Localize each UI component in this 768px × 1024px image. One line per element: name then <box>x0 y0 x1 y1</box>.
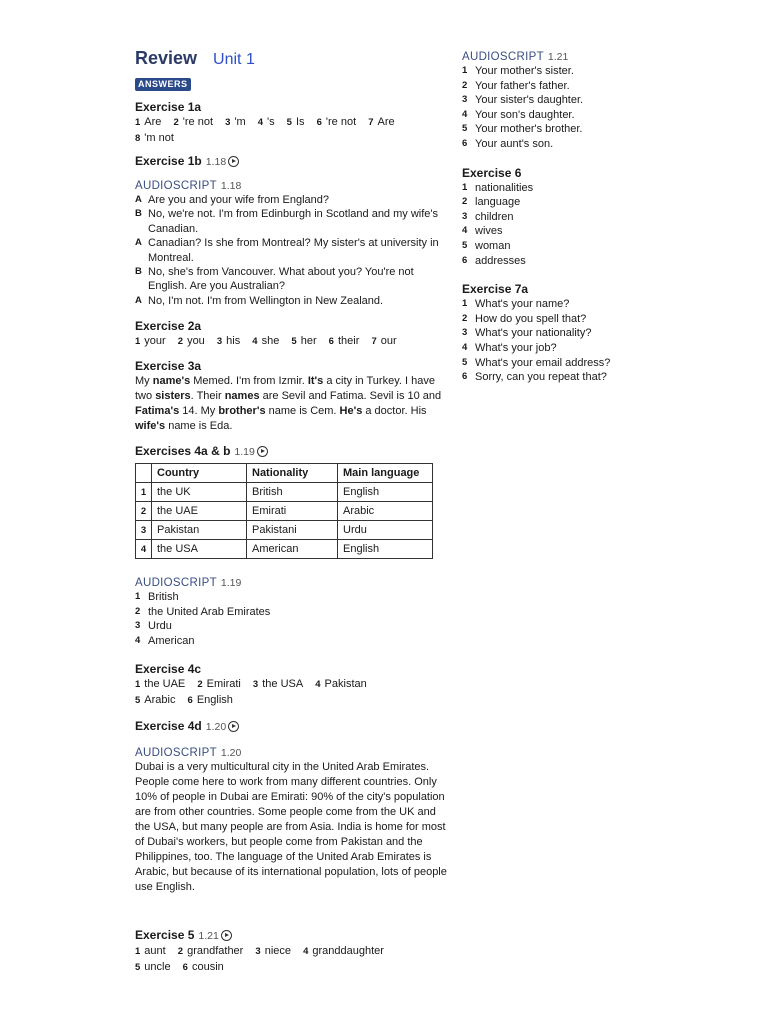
exercise-5 <box>135 928 453 975</box>
exercise-2a <box>135 319 453 350</box>
answer-highlight: Fatima's <box>135 405 180 417</box>
numbered-list <box>462 181 762 269</box>
track-number: 1.19 <box>234 446 255 458</box>
list-item: 2 the United Arab Emirates <box>135 605 271 618</box>
paragraph-text: a city in Turkey. I have two <box>135 375 435 402</box>
list-item: 4 What's your job? <box>462 341 557 354</box>
exercise-1a <box>135 100 453 146</box>
paragraph-text: are Sevil and Fatima. Sevil is 10 and <box>259 390 442 402</box>
exercise-3a <box>135 359 453 434</box>
list-item: 5 Your mother's brother. <box>462 123 583 136</box>
exercises-4a-b <box>135 444 453 559</box>
answer-highlight: sisters <box>155 390 191 402</box>
answer-line: 1 your 2 you 3 his 4 she 5 her 6 their 7 our <box>135 335 397 347</box>
audioscript-1-19 <box>135 576 453 648</box>
paragraph-text: Memed. I'm from Izmir. <box>190 375 308 387</box>
exercise-title: Exercise 5 <box>135 928 195 942</box>
list-item: 3 children <box>462 210 514 223</box>
list-item: 2 Your father's father. <box>462 79 570 92</box>
dialogue-line: A Canadian? Is she from Montreal? My sister's at university in Montreal. <box>135 237 439 264</box>
answer-highlight: name's <box>152 375 191 387</box>
list-item: 1 Your mother's sister. <box>462 65 574 77</box>
paragraph-text: My <box>135 375 153 387</box>
track-number: 1.18 <box>205 156 227 168</box>
answers-badge: ANSWERS <box>135 78 191 91</box>
exercise-title: Exercise 1a <box>135 100 202 114</box>
column-header: Main language <box>338 464 433 483</box>
exercise-title: Exercise 3a <box>135 359 202 373</box>
list-item: 1 What's your name? <box>462 298 570 311</box>
exercise-3a-paragraph <box>135 374 453 434</box>
list-item: 3 Your sister's daughter. <box>462 94 584 107</box>
right-column <box>462 50 762 385</box>
exercise-title: Exercise 2a <box>135 319 202 333</box>
list-item: 5 woman <box>462 239 511 252</box>
answer-highlight: It's <box>307 375 324 387</box>
list-item: 3 Urdu <box>135 620 172 633</box>
track-number: 1.21 <box>198 930 219 942</box>
paragraph-text: name is Eda. <box>165 420 233 432</box>
numbered-list <box>462 297 762 385</box>
review-heading: Review <box>135 48 198 68</box>
track-number: 1.20 <box>220 747 242 759</box>
audio-cd-icon[interactable] <box>228 721 239 732</box>
audioscript-title: AUDIOSCRIPT <box>135 577 217 589</box>
paragraph-text: . Their <box>190 390 225 402</box>
numbered-list <box>462 64 762 152</box>
exercise-title: Exercise 7a <box>462 282 529 297</box>
answer-highlight: He's <box>339 405 363 417</box>
exercise-title: Exercise 4c <box>135 662 202 676</box>
paragraph-text: 14. My <box>179 405 219 417</box>
unit-label: Unit 1 <box>213 51 255 68</box>
table-row: 4 the USA American English <box>136 540 433 559</box>
dialogue-line: B No, we're not. I'm from Edinburgh in Scotland and my wife's Canadian. <box>135 208 438 235</box>
exercise-title: Exercise 4d <box>135 719 202 733</box>
exercise-title: Exercise 1b <box>135 154 202 168</box>
audioscript-title: AUDIOSCRIPT <box>135 180 217 192</box>
list-item: 4 American <box>135 634 195 647</box>
paragraph-text: a doctor. His <box>362 405 427 417</box>
answer-line: 1 Are 2 're not 3 'm 4 's 5 Is 6 're not 7 Are 8 'm not <box>135 116 395 144</box>
audio-cd-icon[interactable] <box>221 930 232 941</box>
track-number: 1.21 <box>547 51 569 63</box>
list-item: 2 language <box>462 196 521 209</box>
dialogue <box>135 193 453 308</box>
answer-highlight: names <box>224 390 260 402</box>
track-number: 1.19 <box>220 577 242 589</box>
list-item: 1 British <box>135 591 179 603</box>
audioscript-title: AUDIOSCRIPT <box>135 747 217 759</box>
numbered-list <box>135 590 453 648</box>
page-header <box>135 48 453 92</box>
exercise-title: Exercise 6 <box>462 165 522 180</box>
list-item: 6 addresses <box>462 254 526 267</box>
column-header: Country <box>152 464 247 483</box>
table-row: 2 the UAE Emirati Arabic <box>136 502 433 521</box>
audioscript-1-18 <box>135 179 453 308</box>
exercise-4d <box>135 719 453 735</box>
column-header: Nationality <box>247 464 338 483</box>
answers-table <box>135 463 433 559</box>
audio-cd-icon[interactable] <box>228 156 239 167</box>
list-item: 5 What's your email address? <box>462 356 611 369</box>
list-item: 4 Your son's daughter. <box>462 108 575 121</box>
exercise-title: Exercises 4a & b <box>135 444 231 458</box>
dialogue-line: A No, I'm not. I'm from Wellington in New Zealand. <box>135 294 384 307</box>
exercise-4c <box>135 662 453 708</box>
track-number: 1.20 <box>205 721 227 733</box>
answer-line: 1 aunt 2 grandfather 3 niece 4 granddaughter 5 uncle 6 cousin <box>135 945 384 973</box>
list-item: 1 nationalities <box>462 181 534 194</box>
audioscript-paragraph: Dubai is a very multicultural city in the United Arab Emirates. People come here to work from many different countries. Only 10% of people in Dubai are Emirati: 90% of the city's population are from other countries. Some people come from the UK and the USA, but many people are from Asia. India is home for most of Dubai's workers, but people come from Pakistan and the Philippines, too. The language of the United Arab Emirates is Arabic, but because of its international population, lots of people use English. <box>135 761 447 893</box>
answer-highlight: brother's <box>218 405 266 417</box>
audioscript-title: AUDIOSCRIPT <box>462 51 544 63</box>
table-row: 3 Pakistan Pakistani Urdu <box>136 521 433 540</box>
audio-cd-icon[interactable] <box>257 446 268 457</box>
list-item: 6 Your aunt's son. <box>462 137 554 150</box>
audioscript-1-20 <box>135 746 453 895</box>
list-item: 6 Sorry, can you repeat that? <box>462 371 607 384</box>
answer-highlight: wife's <box>135 420 166 432</box>
exercise-7a <box>462 282 762 385</box>
table-header-row <box>136 464 433 483</box>
table-row: 1 the UK British English <box>136 483 433 502</box>
list-item: 3 What's your nationality? <box>462 327 592 340</box>
answer-line: 1 the UAE 2 Emirati 3 the USA 4 Pakistan 5 Arabic 6 English <box>135 678 367 706</box>
exercise-1b <box>135 154 453 170</box>
list-item: 4 wives <box>462 225 503 238</box>
audioscript-1-21 <box>462 50 762 152</box>
dialogue-line: B No, she's from Vancouver. What about you? You're not English. Are you Australian? <box>135 266 414 293</box>
exercise-6 <box>462 166 762 269</box>
track-number: 1.18 <box>220 180 242 192</box>
list-item: 2 How do you spell that? <box>462 312 587 325</box>
dialogue-line: A Are you and your wife from England? <box>135 194 329 206</box>
paragraph-text: name is Cem. <box>265 405 340 417</box>
